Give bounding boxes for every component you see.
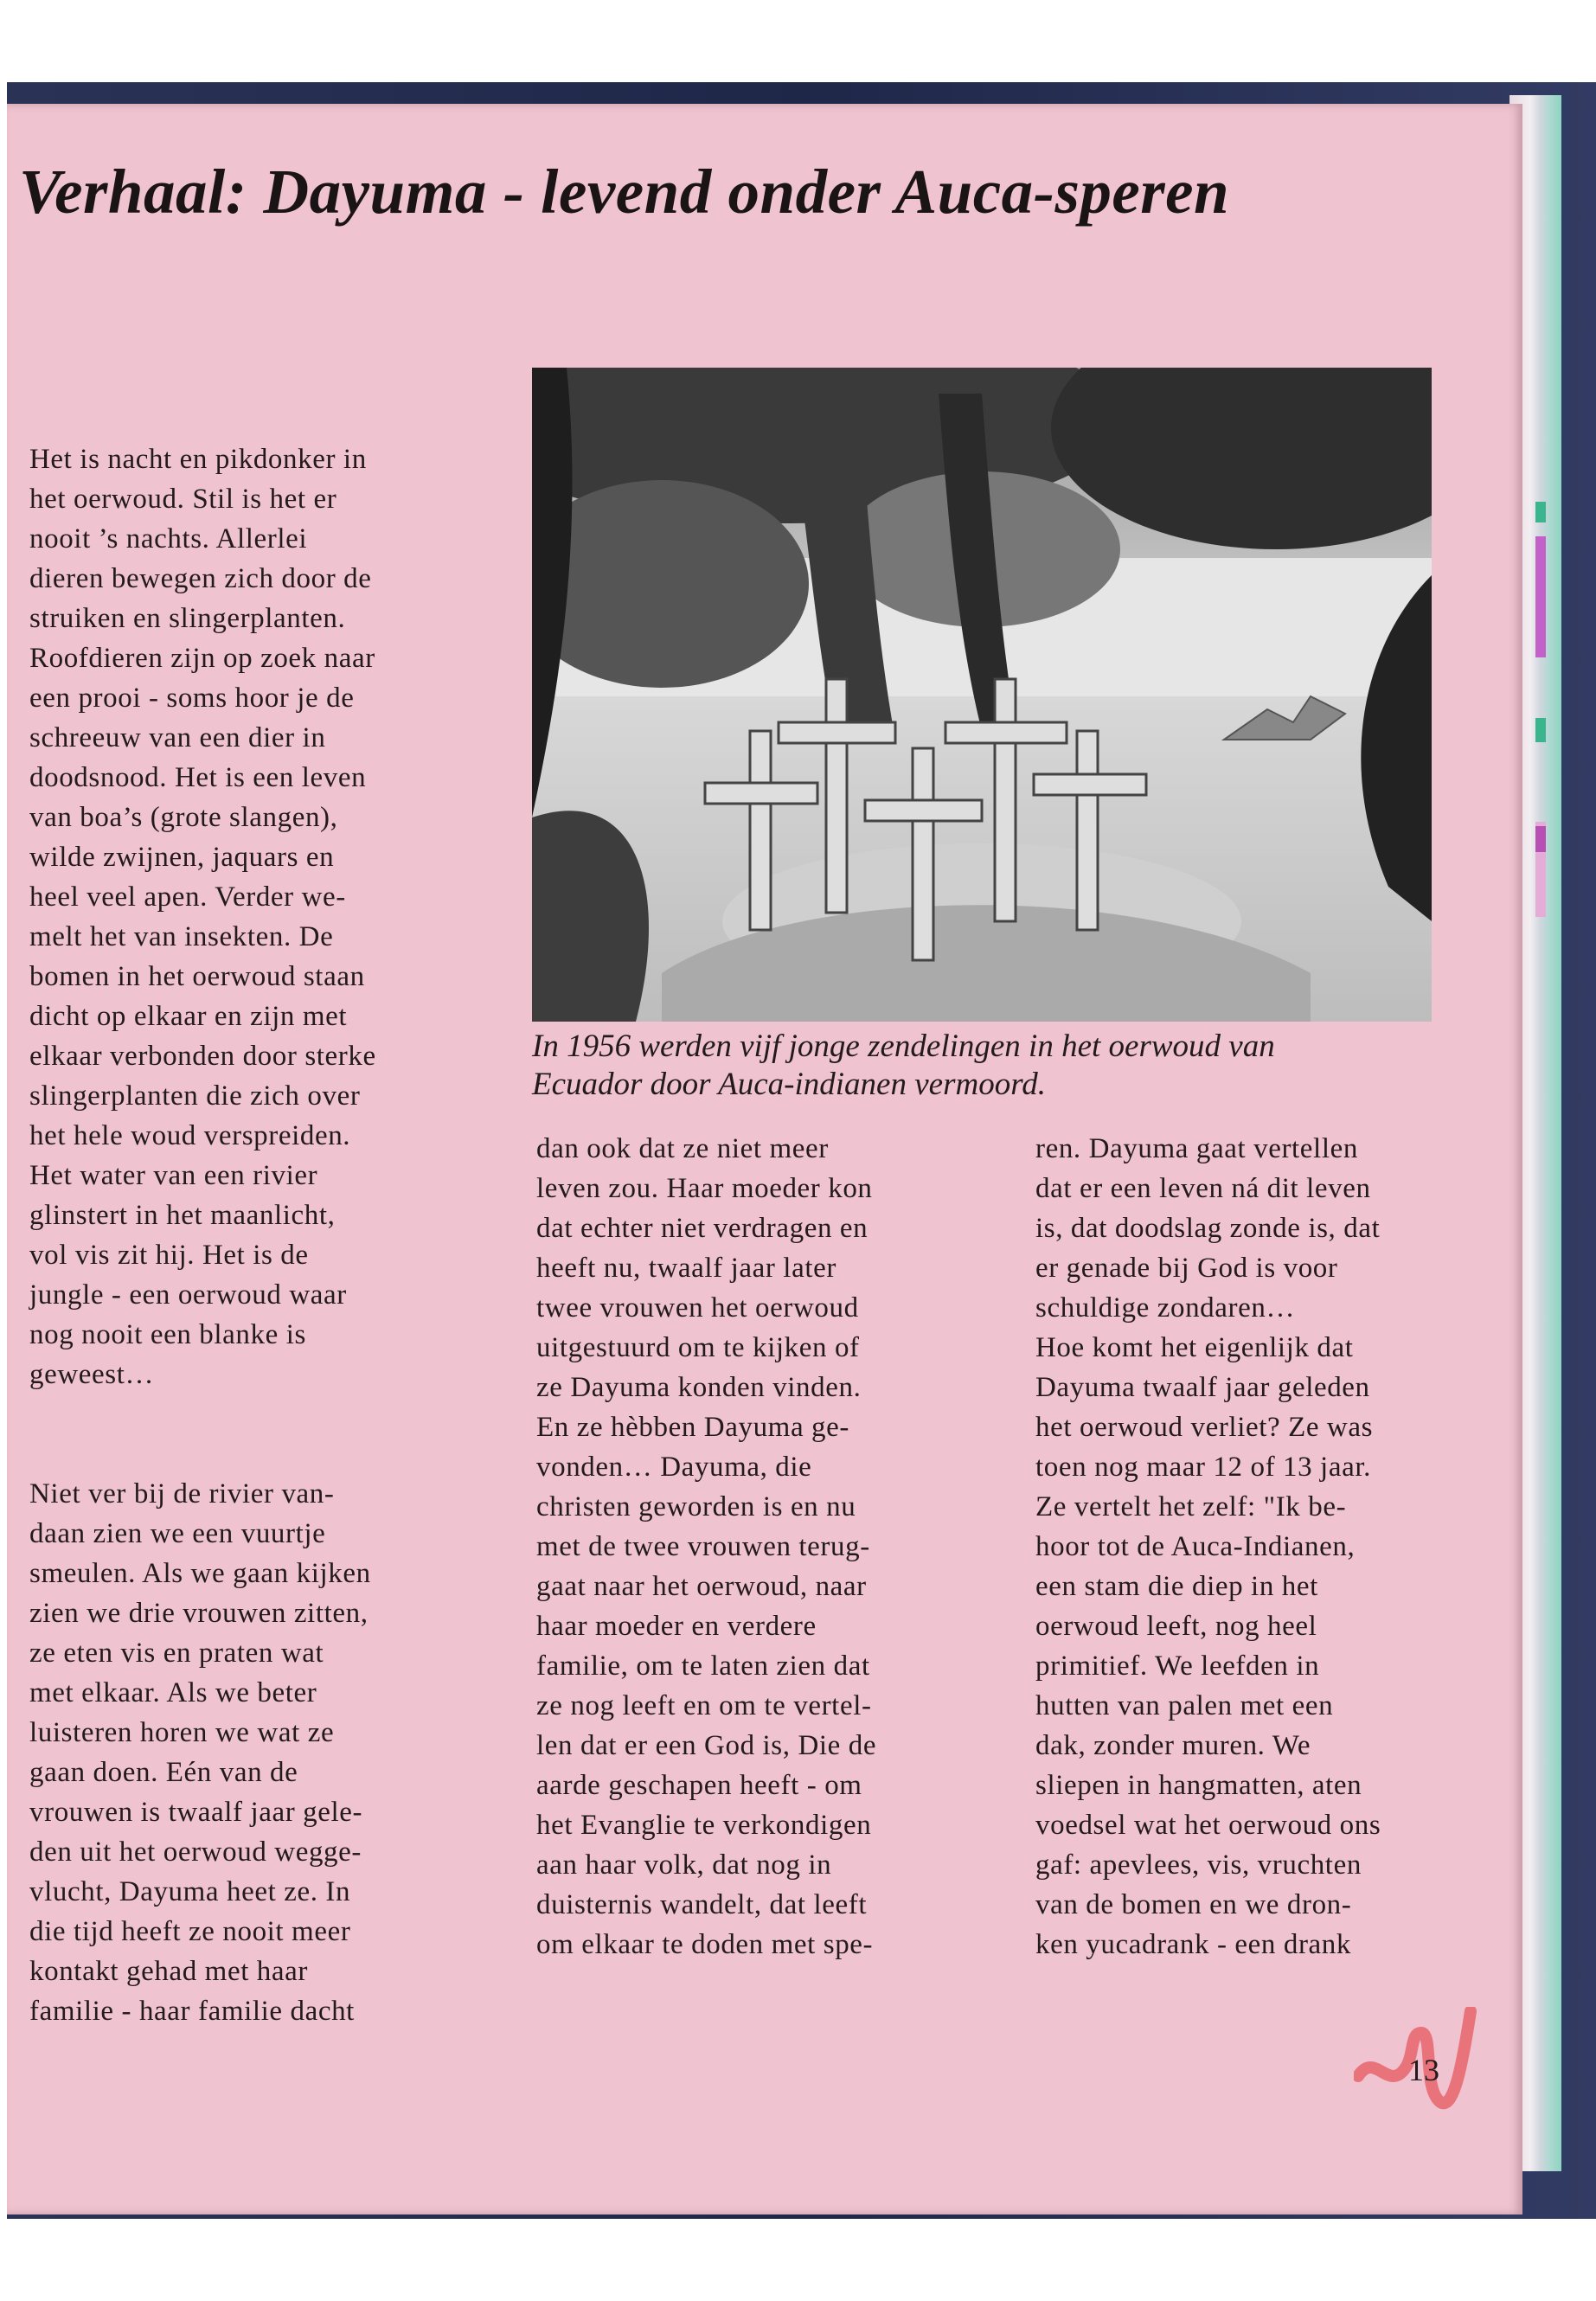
page-number: 13 xyxy=(1408,2053,1439,2087)
paragraph-women: Niet ver bij de rivier van- daan zien we een vuurtje smeulen. Als we gaan kijken zien we drie vrouwen zitten, ze eten vis en praten wat met elkaar. Als we beter luisteren horen we wat ze gaan doen. Eén van de vrouwen is twaalf jaar gele- den uit het oerwoud wegge- vlucht, Dayuma heet ze. In die tijd heeft ze nooit meer kontakt gehad met haar familie - haar familie dacht xyxy=(29,1478,371,2027)
text-column-1 xyxy=(29,400,514,2071)
illustration-caption: In 1956 werden vijf jonge zendelingen in het oerwoud van Ecuador door Auca-indianen vermoord. xyxy=(532,1029,1275,1102)
page-tab-mark xyxy=(1535,502,1546,522)
text-column-2: dan ook dat ze niet meer leven zou. Haar moeder kon dat echter niet verdragen en heeft nu, twaalf jaar later twee vrouwen het oerwoud uitgestuurd om te kijken of ze Dayuma konden vinden. En ze hèbben Dayuma ge- vonden… Dayuma, die christen geworden is en nu met de twee vrouwen terug- gaat naar het oerwoud, naar haar moeder en verdere familie, om te laten zien dat ze nog leeft en om te vertel- len dat er een God is, Die de aarde geschapen heeft - om het Evanglie te verkondigen aan haar volk, dat nog in duisternis wandelt, dat leeft om elkaar te doden met spe- xyxy=(536,1133,877,1960)
article-title: Verhaal: Dayuma - levend onder Auca-speren xyxy=(19,157,1230,227)
illustration-crosses xyxy=(532,368,1432,1022)
page-tab-mark xyxy=(1535,536,1546,657)
jungle-graves-drawing xyxy=(532,368,1432,1022)
text-column-3: ren. Dayuma gaat vertellen dat er een leven ná dit leven is, dat doodslag zonde is, dat er genade bij God is voor schuldige zondaren… Hoe komt het eigenlijk dat Dayuma twaalf jaar geleden het oerwoud verliet? Ze was toen nog maar 12 of 13 jaar. Ze vertelt het zelf: "Ik be- hoor tot de Auca-Indianen, een stam die diep in het oerwoud leeft, nog heel primitief. We leefden in hutten van palen met een dak, zonder muren. We sliepen in hangmatten, aten voedsel wat het oerwoud ons gaf: apevlees, vis, vruchten van de bomen en we dron- ken yucadrank - een drank xyxy=(1035,1133,1381,1960)
page-tab-mark xyxy=(1535,718,1546,742)
paragraph-jungle: Het is nacht en pikdonker in het oerwoud. Stil is het er nooit ’s nachts. Allerlei dieren bewegen zich door de struiken en slingerplanten. Roofdieren zijn op zoek naar een prooi - soms hoor je de schreeuw van een dier in doodsnood. Het is een leven van boa’s (grote slangen), wilde zwijnen, jaquars en heel veel apen. Verder we- melt het van insekten. De bomen in het oerwoud staan dicht op elkaar en zijn met elkaar verbonden door sterke slingerplanten die zich over het hele woud verspreiden. Het water van een rivier glinstert in het maanlicht, vol vis zit hij. Het is de jungle - een oerwoud waar nog nooit een blanke is geweest… xyxy=(29,444,376,1390)
page-tab-mark xyxy=(1535,826,1546,852)
